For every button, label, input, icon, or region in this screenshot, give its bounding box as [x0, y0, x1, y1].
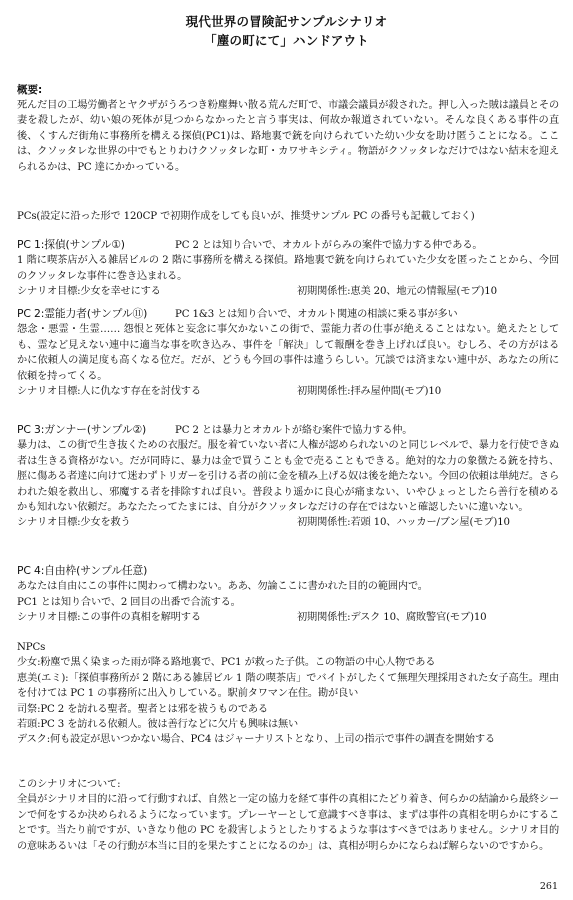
pc-meta — [17, 610, 559, 625]
pc-relation: 初期関係性:若頭 10、ハッカー/ブン屋(モブ)10 — [297, 517, 510, 529]
pc-header — [17, 563, 559, 579]
pc-entry — [17, 306, 559, 399]
title-block — [0, 12, 573, 50]
pc-meta — [17, 515, 559, 530]
document-subtitle: 「塵の町にて」ハンドアウト — [204, 33, 369, 48]
pc-name: PC 1:探偵(サンプル①) — [17, 238, 125, 251]
pcs-intro-text: PCs(設定に沿った形で 120CP で初期作成をしても良いが、推奨サンプル PC の番号も記載しておく) — [17, 211, 475, 222]
pc-role: PC 2 とは暴力とオカルトが絡む案件で協力する仲。 — [175, 425, 413, 436]
about-heading: このシナリオについて: — [17, 779, 121, 790]
npc-line: 司祭:PC 2 を訪れる聖者。聖者とは邪を祓うものである — [17, 703, 268, 715]
pc-name: PC 4:自由枠(サンプル任意) — [17, 564, 148, 577]
pc-relation: 初期関係性:拝み屋仲間(モブ)10 — [297, 386, 442, 398]
npc-line: デスク:何も設定が思いつかない場合、PC4 はジャーナリストとなり、上司の指示で事件の調査を開始する — [17, 734, 495, 746]
pc-goal: シナリオ目標:少女を救う — [17, 517, 131, 529]
overview-text: 死んだ目の工場労働者とヤクザがうろつき粉塵舞い散る荒んだ町で、市議会議員が殺された。押し入った賊は議員とその妻を殺したが、幼い娘の死体が見つからなかったと言う事実は、何故か報道されていない。そんな良くある事件の直後、くすんだ街角に事務所を構える探偵(PC1)は、路地裏で銃を向けられていた幼い少女を助け匿うことになる。ここは、クソッタレな世界の中でもとりわけクソッタレな町・カワサキシティ。物語がクソッタレなだけではない結末を迎えられるかは、PC 達にかかっている。 — [17, 100, 559, 173]
pc-description: 暴力は、この街で生き抜くための衣服だ。服を着ていない者に人権が認められないのと同じレベルで、暴力を行使できぬ者は生きる資格がない。だが同時に、暴力は金で買うことも金で売ることもできる。絶対的な力の象徴たる銃を持ち、脛に傷ある者達に向けて迷わずトリガーを引ける者の前に金を積み上げる奴は後を絶たない。今回の依頼は単純だ。さらわれた娘を救出し、邪魔する者を排除すれば良い。普段より遥かに良心が痛まない、いやひょっとしたら善行を積めるかも知れない依頼だ。あなたたってたまには、自分がクソッタレなだけの存在ではないと確認したいに違いない。 — [17, 440, 559, 514]
pc-header — [17, 237, 559, 253]
pc-name: PC 2:霊能力者(サンプル⑪) — [17, 307, 148, 320]
pc-goal: シナリオ目標:この事件の真相を解明する — [17, 612, 201, 624]
pc-relation: 初期関係性:恵美 20、地元の情報屋(モブ)10 — [297, 286, 497, 298]
pc-role: PC 2 とは知り合いで、オカルトがらみの案件で協力する仲である。 — [175, 240, 483, 251]
npcs-section — [17, 640, 559, 748]
about-text: 全員がシナリオ目的に沿って行動すれば、自然と一定の協力を経て事件の真相にたどり着き、何らかの結論から最終シーンで何をするか決められるようになっています。プレーヤーとして意識すべき事は、まずは事件の真相を明らかにすることです。当たり前ですが、いきなり他の PC を殺害しようとしたりするような事はすべきではありません。シナリオ目的の意味あるいは「その行動が本当に目的を果たすことになるのか」は、真相が明らかにならねば解らないのですから。 — [17, 794, 559, 852]
npc-line: 若頭:PC 3 を訪れる依頼人。彼は善行などに欠片も興味は無い — [17, 719, 299, 731]
pc-entry — [17, 563, 559, 626]
pc-name: PC 3:ガンナー(サンプル②) — [17, 423, 147, 436]
pc-entry — [17, 237, 559, 300]
pcs-intro — [17, 209, 559, 224]
pc-meta — [17, 384, 559, 399]
npc-line: 恵美(エミ):「探偵事務所が 2 階にある雑居ビル 1 階の喫茶店」でバイトがしたくて無理矢理採用された女子高生。理由を付けては PC 1 の事務所に出入りしている。駅前タワマン在住。勘が良い — [17, 672, 559, 700]
pc-entry — [17, 422, 559, 531]
npc-line: 少女:粉塵で黒く染まった雨が降る路地裏で、PC1 が救った子供。この物語の中心人物である — [17, 657, 436, 669]
pc-header — [17, 306, 559, 322]
pc-relation: 初期関係性:デスク 10、腐敗警官(モブ)10 — [297, 612, 487, 624]
pc-role: PC 1&3 とは知り合いで、オカルト関連の相談に乗る事が多い — [175, 309, 458, 320]
pc-meta — [17, 284, 559, 299]
about-section — [17, 777, 559, 854]
page-number: 261 — [539, 881, 558, 892]
overview-section — [17, 83, 559, 175]
pc-description: 1 階に喫茶店が入る雑居ビルの 2 階に事務所を構える探偵。路地裏で銃を向けられていた少女を匿ったことから、今回のクソッタレな事件に巻き込まれる。 — [17, 255, 559, 282]
pc-header — [17, 422, 559, 438]
overview-heading: 概要: — [17, 84, 43, 96]
pc-description: あなたは自由にこの事件に関わって構わない。ああ、勿論ここに書かれた目的の範囲内で。 PC1 とは知り合いで、2 回目の出番で合流する。 — [17, 581, 428, 608]
pc-description: 怨念・悪霊・生霊…… 怨恨と死体と妄念に事欠かないこの街で、霊能力者の仕事が絶えることはない。絶えたとしても、霊など見えない連中に適当な事を吹き込み、事件を「解決」して報酬を巻き上げれば良い。むしろ、その方がはるかに依頼人の満足度も高くなる位だ。だが、どうも今回の事件は違うらしい。冗談では済まない連中が、あなたの所に依頼を持ってくる。 — [17, 324, 559, 382]
pc-goal: シナリオ目標:人に仇なす存在を討伐する — [17, 386, 201, 398]
pc-goal: シナリオ目標:少女を幸せにする — [17, 286, 161, 298]
npcs-heading: NPCs — [17, 642, 46, 653]
document-title: 現代世界の冒険記サンプルシナリオ — [185, 14, 388, 29]
